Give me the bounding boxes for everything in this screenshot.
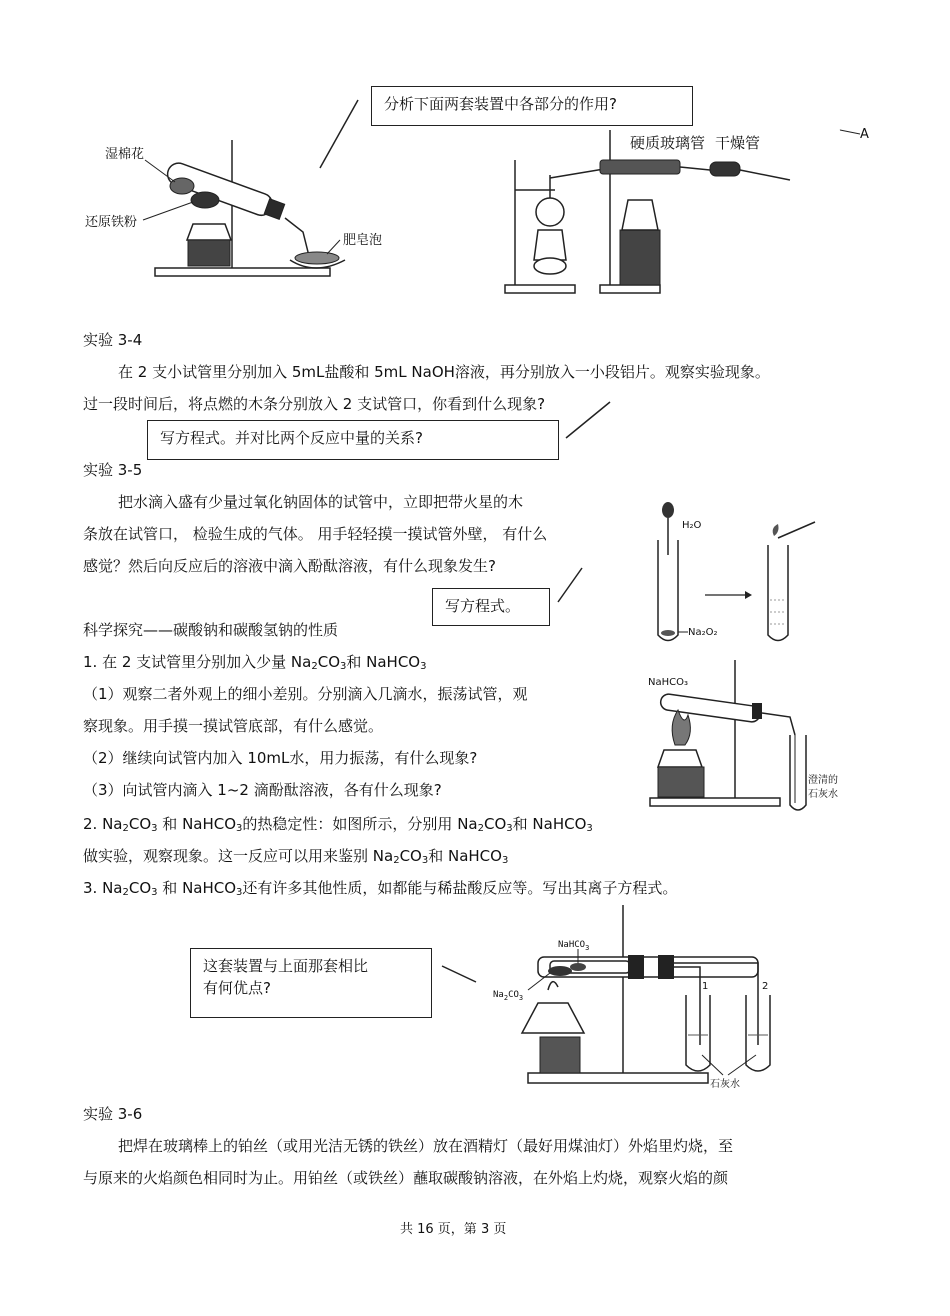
label-wet-cotton: 湿棉花 <box>105 147 145 162</box>
item3-d: 还有许多其他性质，如都能与稀盐酸反应等。写出其离子方程式。 <box>242 879 678 897</box>
exp35-line2: 条放在试管口， 检验生成的气体。 用手轻轻摸一摸试管外壁， 有什么 <box>83 525 548 543</box>
item2-f: 和 NaHCO <box>512 815 587 833</box>
item2-sub-f: 3 <box>586 823 593 834</box>
item2-l2-b: CO <box>399 847 422 865</box>
item2-l2-c: 和 NaHCO <box>428 847 502 865</box>
item1-text-a: 1. 在 2 支试管里分别加入少量 Na <box>83 653 312 671</box>
label-drying-tube: 干燥管 <box>715 134 761 152</box>
inquiry-heading: 科学探究——碳酸钠和碳酸氢钠的性质 <box>83 621 339 639</box>
label-tube-1: 1 <box>702 981 709 992</box>
item2-a: 2. Na <box>83 815 123 833</box>
exp36-line1: 把焊在玻璃棒上的铂丝（或用光洁无锈的铁丝）放在酒精灯（最好用煤油灯）外焰里灼烧，至 <box>118 1137 734 1155</box>
callout-analyze-text: 分析下面两套装置中各部分的作用? <box>384 95 617 113</box>
label-limewater-1: 澄清的 <box>808 775 838 786</box>
inquiry-item2-line2 <box>83 846 508 866</box>
item3-c: 和 NaHCO <box>157 879 237 897</box>
page-footer: 共 16 页，第 3 页 <box>400 1222 507 1237</box>
item3-sub-c: 3 <box>236 887 243 898</box>
callout-equation-compare-text: 写方程式。并对比两个反应中量的关系? <box>160 429 423 447</box>
item2-sub-d: 2 <box>477 823 484 834</box>
item2-l2-sub-c: 3 <box>501 855 509 866</box>
item2-sub-b: 3 <box>151 823 158 834</box>
callout-equation-text: 写方程式。 <box>445 597 521 615</box>
callout-advantage <box>190 948 432 1018</box>
item1-sub-b: 3 <box>340 661 347 672</box>
stand-base <box>155 268 330 276</box>
callout-equation-compare <box>147 420 559 460</box>
item2-e: CO <box>483 815 507 833</box>
label-h2o: H₂O <box>682 520 702 531</box>
label-soap-bubbles: 肥皂泡 <box>343 233 383 248</box>
label-limewater-fig4: 石灰水 <box>710 1079 740 1090</box>
inquiry-q3: （3）向试管内滴入 1~2 滴酚酞溶液，各有什么现象? <box>83 781 442 799</box>
label-nahco3-fig4: NaHCO$_3$ <box>558 940 590 952</box>
item1-text-b: CO <box>317 653 340 671</box>
item2-l2-sub-a: 2 <box>393 855 400 866</box>
exp34-line2: 过一段时间后，将点燃的木条分别放入 2 支试管口，你看到什么现象? <box>83 395 546 413</box>
label-limewater-2: 石灰水 <box>808 789 838 800</box>
item1-sub-a: 2 <box>311 661 318 672</box>
item1-text-c: 和 NaHCO <box>346 653 421 671</box>
figure-flask-tube-apparatus <box>500 120 890 300</box>
item1-sub-c: 3 <box>420 661 427 672</box>
item2-l2-sub-b: 3 <box>421 855 429 866</box>
label-nahco3: NaHCO₃ <box>648 677 688 688</box>
label-hard-glass-tube: 硬质玻璃管 <box>630 134 706 152</box>
item3-sub-a: 2 <box>122 887 129 898</box>
exp36-heading: 实验 3-6 <box>83 1105 143 1123</box>
item2-c: 和 NaHCO <box>157 815 237 833</box>
item3-sub-b: 3 <box>151 887 158 898</box>
item2-l2-a: 做实验，观察现象。这一反应可以用来鉴别 Na <box>83 847 394 865</box>
label-tube-2: 2 <box>762 981 769 992</box>
item2-b: CO <box>128 815 152 833</box>
exp35-heading: 实验 3-5 <box>83 461 143 479</box>
exp34-line1: 在 2 支小试管里分别加入 5mL盐酸和 5mL NaOH溶液，再分别放入一小段铝片。观察实验现象。 <box>118 363 770 381</box>
exp35-line1: 把水滴入盛有少量过氧化钠固体的试管中，立即把带火星的木 <box>118 493 524 511</box>
inquiry-q2: （2）继续向试管内加入 10mL水，用力振荡，有什么现象? <box>83 749 478 767</box>
item2-sub-c: 3 <box>236 823 243 834</box>
label-iron-powder: 还原铁粉 <box>85 215 138 230</box>
inquiry-item1 <box>83 652 427 672</box>
figure-iron-steam-apparatus <box>85 120 385 300</box>
callout-advantage-line2: 有何优点? <box>203 979 271 997</box>
callout-equation <box>432 588 550 626</box>
callout-advantage-line1: 这套装置与上面那套相比 <box>203 957 369 975</box>
figure-double-tube-apparatus <box>488 905 788 1090</box>
label-a: A <box>860 127 869 142</box>
exp36-line2: 与原来的火焰颜色相同时为止。用铂丝（或铁丝）蘸取碳酸钠溶液，在外焰上灼烧，观察火焰的颜 <box>83 1169 729 1187</box>
figure-na2o2-test <box>640 500 850 650</box>
inquiry-q1a: （1）观察二者外观上的细小差别。分别滴入几滴水，振荡试管，观 <box>83 685 528 703</box>
figure-nahco3-heating <box>640 655 870 815</box>
label-na2co3-fig4: $Na_2CO_3$ <box>493 990 524 1002</box>
item3-b: CO <box>128 879 152 897</box>
item2-sub-a: 2 <box>122 823 129 834</box>
inquiry-item2-line1 <box>83 814 593 834</box>
item2-d: 的热稳定性：如图所示，分别用 Na <box>242 815 478 833</box>
item3-a: 3. Na <box>83 879 123 897</box>
exp34-heading: 实验 3-4 <box>83 331 143 349</box>
item2-sub-e: 3 <box>506 823 513 834</box>
label-na2o2: Na₂O₂ <box>688 627 718 638</box>
inquiry-item3 <box>83 878 677 898</box>
exp35-line3: 感觉？然后向反应后的溶液中滴入酚酞溶液，有什么现象发生? <box>83 557 496 575</box>
inquiry-q1b: 察现象。用手摸一摸试管底部，有什么感觉。 <box>83 717 384 735</box>
